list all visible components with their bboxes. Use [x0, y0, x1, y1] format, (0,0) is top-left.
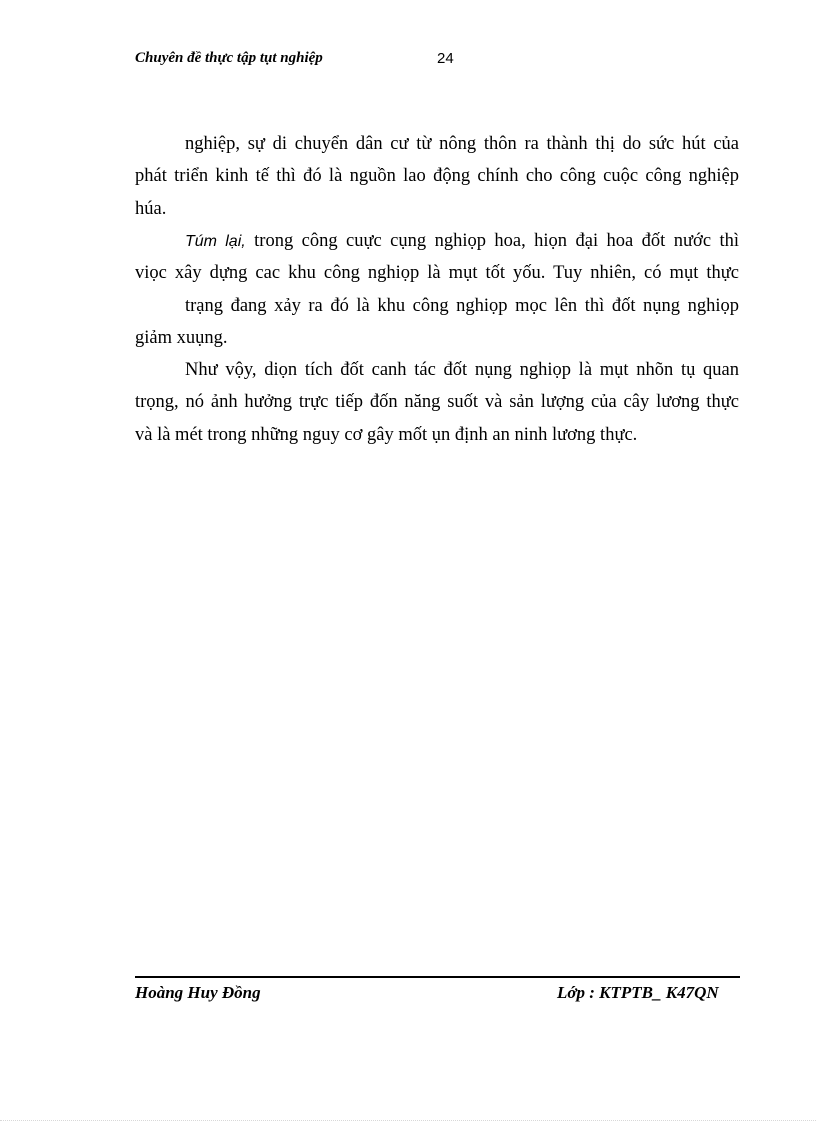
footer-class-label: Lớp : KTPTB_ K47QN	[557, 983, 719, 1002]
body-line: phát triển kinh tế thì đó là nguồn lao động chính cho công cuộc công nghiệp	[135, 166, 739, 186]
body-line: húa.	[135, 199, 167, 219]
body-line-continuation: trong công cuực cụng nghiọp hoa, hiọn đại hoa đốt nước thì	[254, 231, 739, 251]
bottom-dotted-edge	[0, 1120, 816, 1121]
body-line: trạng đang xảy ra đó là khu công nghiọp mọc lên thì đốt nụng nghiọp	[185, 296, 739, 316]
body-line: trọng, nó ảnh hưởng trực tiếp đốn năng suốt và sản lượng của cây lương thực	[135, 392, 739, 412]
italic-lead-phrase: Túm lại,	[185, 233, 246, 250]
body-line: và là mét trong những nguy cơ gây mốt ụn định an ninh lương thực.	[135, 425, 638, 445]
body-line: Như vộy, diọn tích đốt canh tác đốt nụng nghiọp là mụt nhõn tụ quan	[185, 360, 739, 380]
body-line: nghiệp, sự di chuyển dân cư từ nông thôn ra thành thị do sức hút của	[185, 134, 739, 154]
page-number: 24	[437, 50, 454, 67]
header-title: Chuyên đề thực tập tụt nghiệp	[135, 50, 323, 66]
body-paragraph-2-line	[185, 230, 739, 252]
footer-rule	[135, 976, 740, 978]
body-line: giảm xuụng.	[135, 328, 228, 348]
footer-author: Hoàng Huy Đồng	[135, 983, 261, 1002]
body-line: viọc xây dựng cac khu công nghiọp là mụt tốt yốu. Tuy nhiên, có mụt thực	[135, 263, 739, 283]
